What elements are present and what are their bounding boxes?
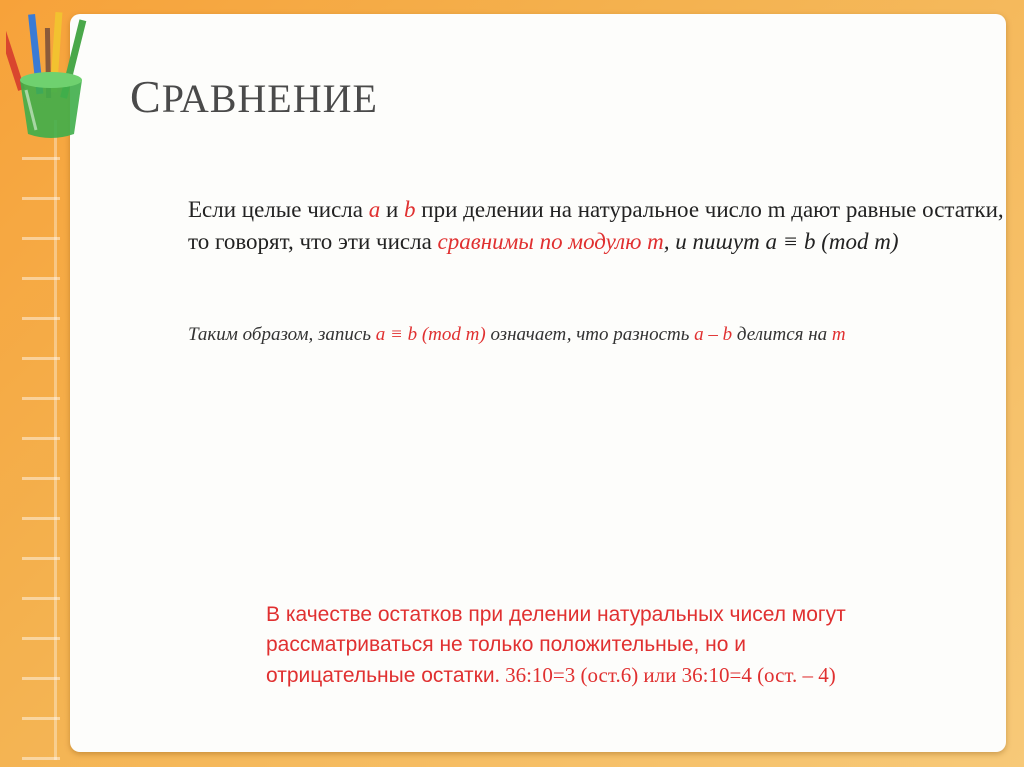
ruler-edge [54,120,57,760]
note-line: В качестве остатков при делении натуральных чисел могут [266,603,846,626]
example: . 36:10=3 (ост.6) или 36:10=4 (ост. – 4) [494,663,836,687]
text: означает, что разность [485,324,695,345]
text: Если целые числа [188,197,369,222]
pencil-cup-icon [6,10,96,140]
expression: a ≡ b (mod m) [375,324,486,345]
title-initial: С [130,71,162,122]
content-card [70,14,1006,752]
slide-title [130,70,378,123]
note-line: рассматриваться не только положительные, но и [266,633,747,656]
text: и [380,197,405,222]
title-rest: РАВНЕНИЕ [161,76,378,121]
remainders-note [266,600,966,691]
text: делится на [732,324,832,345]
definition-paragraph [188,194,1018,258]
note-line [266,660,966,691]
highlight-term: сравнимы по модулю m [437,229,664,254]
notation: , и пишут a ≡ b (mod m) [663,229,899,254]
text: Таким образом, запись [188,324,376,345]
meaning-paragraph [188,322,1018,348]
var-b: b [404,197,416,222]
var-a: a [368,197,381,222]
text: при делении на натуральное число m дают равные остатки, то говорят, что эти числа [188,197,1004,254]
text: отрицательные остатки [266,664,495,687]
var-m: m [831,324,846,345]
difference: a – b [694,324,733,345]
